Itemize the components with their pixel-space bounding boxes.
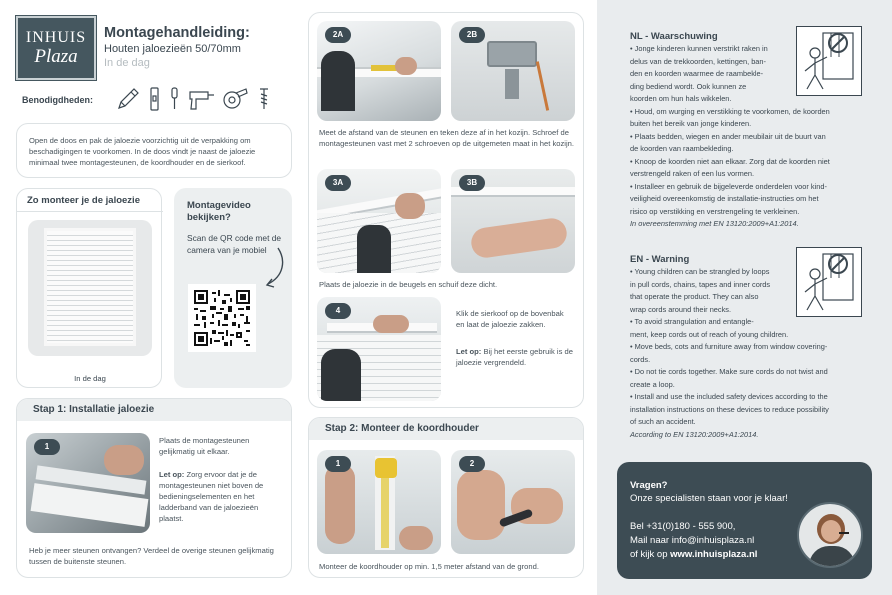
warning-nl-standard: In overeenstemming met EN 13120:2009+A1:2014. — [630, 219, 799, 228]
step1-footer: Heb je meer steunen ontvangen? Verdeel de overige steunen gelijkmatig tussen de buitenste steunen. — [29, 546, 274, 566]
drill-icon — [190, 92, 214, 109]
warning-en-line: • Do not tie cords together. Make sure cords do not twist and — [630, 367, 828, 376]
step1-note — [159, 469, 281, 524]
photo-2a — [317, 21, 441, 121]
contact-web-link[interactable]: www.inhuisplaza.nl — [670, 549, 758, 560]
how-to-divider — [17, 211, 163, 212]
warning-nl-line: • Knoop de koorden niet aan elkaar. Zorg dat de koorden niet — [630, 156, 830, 166]
tape-measure-icon — [224, 89, 247, 108]
warning-nl-line: koorden om hun hals wikkelen. — [630, 94, 732, 103]
qr-code[interactable] — [188, 284, 256, 352]
badge-3b: 3B — [459, 175, 485, 191]
how-to-caption: In de dag — [74, 374, 106, 383]
video-card — [174, 188, 292, 388]
text-2: Meet de afstand van de steunen en teken deze af in het kozijn. Schroef de montagesteunen vast met 2 schroeven op de uitgemeten maat in het kozijn. — [319, 128, 574, 148]
contact-phone[interactable]: Bel +31(0)180 - 555 900, — [630, 521, 736, 532]
video-title: Montagevideo bekijken? — [187, 200, 251, 223]
step1-photo — [26, 433, 150, 533]
warning-nl-line: • Installeer en gebruik de bijgeleverde onderdelen voor kind- — [630, 181, 827, 191]
level-icon — [151, 88, 158, 110]
logo-text-line2: Plaza — [34, 46, 78, 67]
warning-en-line: • Young children can be strangled by loops — [630, 267, 770, 276]
photo-3b — [451, 169, 575, 273]
warning-nl-line: ding bediend wordt. Ook kunnen ze — [630, 81, 747, 91]
warning-en-title: EN - Warning — [630, 254, 690, 265]
warning-en-line: in pull cords, chains, tapes and inner cords — [630, 279, 771, 289]
mid-steps-card — [308, 12, 584, 408]
contact-web-prefix: of kijk op — [630, 549, 671, 560]
contact-subtitle: Onze specialisten staan voor je klaar! — [630, 493, 788, 504]
warning-nl-line: • Jonge kinderen kunnen verstrikt raken in — [630, 44, 768, 53]
warning-en-line: ment, keep cords out of reach of young children. — [630, 329, 789, 339]
warning-en-text — [630, 266, 860, 441]
step1-text: Plaats de montagesteunen gelijkmatig uit elkaar. — [159, 436, 250, 456]
warning-nl-line: • Plaats bedden, wiegen en ander meubilair uit de buurt van — [630, 131, 826, 141]
badge-4: 4 — [325, 303, 351, 319]
text-3: Plaats de jaloezie in de beugels en schuif deze dicht. — [319, 280, 498, 289]
warning-nl-line: delus van de trekkoorden, kettingen, ban- — [630, 56, 766, 66]
photo-2b — [451, 21, 575, 121]
warning-en-line: of such an accident. — [630, 417, 696, 426]
curved-arrow-icon — [260, 246, 288, 292]
step1-title: Stap 1: Installatie jaloezie — [33, 404, 155, 415]
step1-note-text: Zorg ervoor dat je de montagesteunen niet boven de bedieningselementen en het ladderband van de jaloezieën plaatst. — [159, 470, 264, 523]
screw-icon — [260, 89, 268, 109]
page-title: Montagehandleiding: — [104, 25, 250, 41]
pencil-icon — [119, 89, 138, 108]
badge-2a: 2A — [325, 27, 351, 43]
step2-photo-1 — [317, 450, 441, 554]
warning-nl-line: veiligheid overeenkomstig de installatie-instructies om het — [630, 194, 819, 203]
photo-3a — [317, 169, 441, 273]
warning-nl-line: risico op verstikking en verstrengeling te verkleinen. — [630, 206, 800, 216]
intro-card — [16, 123, 292, 178]
note-4 — [456, 346, 574, 368]
step2-badge-2: 2 — [459, 456, 485, 472]
text-4: Klik de sierkoof op de bovenbak en laat de jaloezie zakken. — [456, 309, 564, 329]
warning-en-line: cords. — [630, 354, 651, 364]
step2-title: Stap 2: Monteer de koordhouder — [325, 423, 479, 434]
page-variant: In de dag — [104, 57, 150, 69]
step1-badge: 1 — [34, 439, 60, 455]
how-to-card — [16, 188, 162, 388]
page-subtitle: Houten jaloezieën 50/70mm — [104, 43, 241, 55]
tools-label: Benodigdheden: — [22, 95, 93, 105]
warning-nl-line: buiten het bereik van jonge kinderen. — [630, 119, 752, 128]
warning-nl-line: de koorden van raambekleding. — [630, 144, 734, 153]
video-text: Scan de QR code met de camera van je mobiel — [187, 233, 282, 255]
step1-card — [16, 398, 292, 578]
warning-nl-text — [630, 43, 860, 231]
warning-nl-title: NL - Waarschuwing — [630, 31, 718, 42]
step2-card — [308, 417, 584, 578]
warning-en-line: that operate the product. They can also — [630, 292, 759, 301]
step2-badge-1: 1 — [325, 456, 351, 472]
note-4-label: Let op: — [456, 347, 482, 356]
contact-web — [630, 549, 757, 560]
warning-en-line: wrap cords around their necks. — [630, 304, 732, 314]
warning-en-standard: According to EN 13120:2009+A1:2014. — [630, 429, 759, 439]
tools-icons — [116, 86, 284, 112]
warning-nl-line: • Houd, om wurging en verstikking te voorkomen, de koorden — [630, 106, 830, 116]
badge-2b: 2B — [459, 27, 485, 43]
screwdriver-icon — [172, 88, 177, 109]
contact-box — [617, 462, 872, 579]
step2-photo-2 — [451, 450, 575, 554]
warning-en-line: create a loop. — [630, 379, 675, 389]
logo-text-line1: INHUIS — [25, 29, 87, 46]
warning-en-line: • Move beds, cots and furniture away from window covering- — [630, 342, 828, 351]
blind-window-image — [28, 220, 152, 356]
contact-mail[interactable]: Mail naar info@inhuisplaza.nl — [630, 535, 755, 546]
warning-nl-line: den en koorden waarmee de raambekle- — [630, 69, 764, 78]
how-to-title: Zo monteer je de jaloezie — [27, 195, 140, 206]
warning-en-line: • Install and use the included safety devices according to the — [630, 392, 828, 401]
brand-logo — [16, 16, 96, 80]
note-4-text: Bij het eerste gebruik is de jaloezie vergrendeld. — [456, 347, 573, 367]
step2-text: Monteer de koordhouder op min. 1,5 meter afstand van de grond. — [319, 562, 539, 571]
contact-title: Vragen? — [630, 480, 668, 491]
badge-3a: 3A — [325, 175, 351, 191]
warning-en-line: • To avoid strangulation and entangle- — [630, 317, 754, 326]
intro-text: Open de doos en pak de jaloezie voorzichtig uit de verpakking om beschadigingen te voorkomen. In de doos vindt je naast de jaloezie minimaal twee montagesteunen, de koordhouder en de sierkoof. — [29, 136, 256, 167]
step1-note-label: Let op: — [159, 470, 185, 479]
warning-en-line: installation instructions on these devices to reduce possibility — [630, 404, 829, 414]
photo-4 — [317, 297, 441, 401]
specialist-avatar — [797, 502, 863, 568]
warning-nl-line: verstrengeld raken of een lus vormen. — [630, 169, 755, 178]
